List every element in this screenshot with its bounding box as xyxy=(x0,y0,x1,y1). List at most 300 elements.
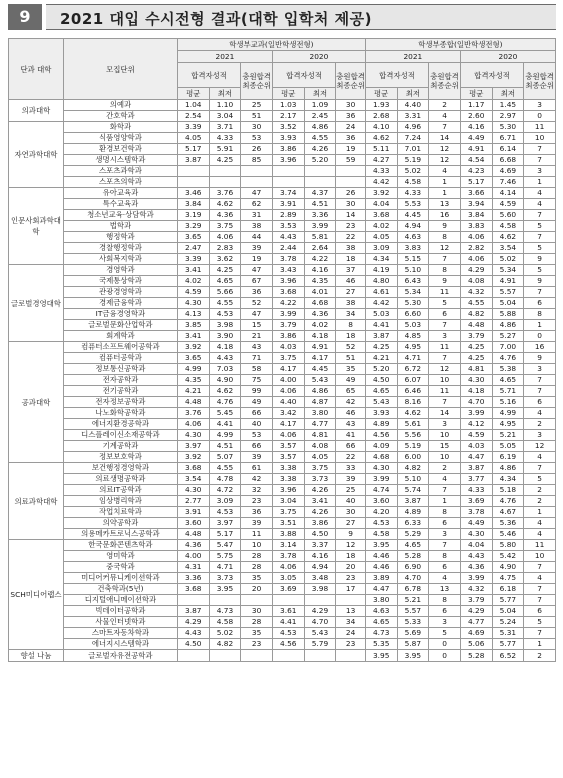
year-header-2020-a: 2020 xyxy=(272,51,365,63)
cell-min: 4.16 xyxy=(304,265,336,276)
cell-rank: 14 xyxy=(429,133,461,144)
cell-min: 5.60 xyxy=(492,210,524,221)
table-row xyxy=(9,584,556,595)
cell-rank: 11 xyxy=(429,287,461,298)
dept-name: 건축학과(5년) xyxy=(63,584,177,595)
dept-name: 경찰행정학과 xyxy=(63,243,177,254)
cell-rank: 24 xyxy=(336,628,366,639)
cell-avg: 4.05 xyxy=(365,232,397,243)
cell-avg: 3.96 xyxy=(272,485,304,496)
cell-min: 4.16 xyxy=(304,551,336,562)
cell-avg: 4.48 xyxy=(460,320,492,331)
cell-avg: 4.99 xyxy=(177,364,209,375)
cell-min: 3.04 xyxy=(209,111,241,122)
table-row xyxy=(9,496,556,507)
cell-avg xyxy=(272,177,304,188)
cell-min: 3.75 xyxy=(209,221,241,232)
table-row xyxy=(9,254,556,265)
cell-min: 1.45 xyxy=(492,100,524,111)
cell-rank: 66 xyxy=(241,441,273,452)
cell-avg: 4.00 xyxy=(272,375,304,386)
cell-min: 4.99 xyxy=(209,430,241,441)
cell-min: 4.95 xyxy=(397,342,429,353)
dept-name: 청소년교육·상담학과 xyxy=(63,210,177,221)
cell-avg: 4.30 xyxy=(460,375,492,386)
cell-rank xyxy=(336,595,366,606)
cell-rank: 17 xyxy=(336,584,366,595)
table-row xyxy=(9,628,556,639)
cell-min: 2.64 xyxy=(304,243,336,254)
cell-min: 5.33 xyxy=(397,617,429,628)
table-row xyxy=(9,111,556,122)
cell-avg: 3.91 xyxy=(177,507,209,518)
cell-avg: 3.54 xyxy=(177,474,209,485)
pass-grade-header: 합격자성적 xyxy=(460,63,523,88)
table-row xyxy=(9,287,556,298)
cell-min: 5.10 xyxy=(397,265,429,276)
cell-rank: 23 xyxy=(336,573,366,584)
cell-min: 6.90 xyxy=(397,562,429,573)
cell-avg: 3.84 xyxy=(177,199,209,210)
cell-min: 3.36 xyxy=(304,210,336,221)
pass-grade-header: 합격자성적 xyxy=(272,63,335,88)
cell-rank: 85 xyxy=(241,155,273,166)
dept-name: 에너지환경공학과 xyxy=(63,419,177,430)
dept-name: 스포츠과학과 xyxy=(63,166,177,177)
cell-min: 5.02 xyxy=(397,166,429,177)
cell-rank: 10 xyxy=(524,551,556,562)
cell-rank: 7 xyxy=(524,210,556,221)
cell-min: 4.33 xyxy=(209,133,241,144)
cell-avg: 3.65 xyxy=(177,353,209,364)
cell-rank: 53 xyxy=(241,133,273,144)
college-name: 자연과학대학 xyxy=(9,122,64,188)
cell-min: 5.19 xyxy=(397,441,429,452)
cell-avg xyxy=(177,166,209,177)
cell-rank: 7 xyxy=(524,584,556,595)
table-row xyxy=(9,617,556,628)
cell-min: 5.80 xyxy=(492,540,524,551)
cell-min: 5.31 xyxy=(492,628,524,639)
cell-min: 4.58 xyxy=(397,177,429,188)
cell-avg: 3.46 xyxy=(177,188,209,199)
table-row xyxy=(9,529,556,540)
cell-min: 4.22 xyxy=(304,254,336,265)
cell-rank: 6 xyxy=(429,518,461,529)
cell-avg: 3.99 xyxy=(460,408,492,419)
cell-min: 7.24 xyxy=(397,133,429,144)
page-title: 2021 대입 수시전형 결과(대학 입학처 제공) xyxy=(60,10,372,28)
cell-avg: 3.68 xyxy=(365,210,397,221)
table-row xyxy=(9,551,556,562)
table-row xyxy=(9,320,556,331)
cell-rank: 38 xyxy=(336,243,366,254)
cell-avg: 3.83 xyxy=(460,221,492,232)
cell-min: 5.36 xyxy=(492,518,524,529)
dept-name: 스마트자동차학과 xyxy=(63,628,177,639)
cell-rank: 47 xyxy=(241,265,273,276)
cell-min: 4.41 xyxy=(209,419,241,430)
year-header-2020-b: 2020 xyxy=(460,51,555,63)
cell-avg: 3.89 xyxy=(365,573,397,584)
cell-rank: 30 xyxy=(336,100,366,111)
cell-min: 3.73 xyxy=(304,474,336,485)
cell-rank: 42 xyxy=(336,397,366,408)
cell-rank: 16 xyxy=(429,210,461,221)
dept-name: 중국학과 xyxy=(63,562,177,573)
cell-min: 5.18 xyxy=(492,485,524,496)
cell-min: 4.76 xyxy=(492,496,524,507)
cell-min: 4.62 xyxy=(209,199,241,210)
cell-avg: 3.51 xyxy=(272,518,304,529)
cell-avg: 4.43 xyxy=(460,551,492,562)
cell-avg: 5.06 xyxy=(460,639,492,650)
cell-min: 6.00 xyxy=(397,452,429,463)
cell-rank: 27 xyxy=(336,518,366,529)
avg-header: 평균 xyxy=(460,88,492,100)
col-header-dept: 모집단위 xyxy=(63,39,177,100)
cell-rank: 25 xyxy=(336,485,366,496)
cell-rank: 4 xyxy=(524,529,556,540)
dept-name: 의약공학과 xyxy=(63,518,177,529)
cell-avg: 4.54 xyxy=(460,155,492,166)
cell-avg: 4.82 xyxy=(460,309,492,320)
cell-avg: 4.47 xyxy=(365,584,397,595)
cell-avg: 5.20 xyxy=(365,364,397,375)
table-row xyxy=(9,199,556,210)
cell-rank: 36 xyxy=(336,111,366,122)
cell-avg: 4.74 xyxy=(365,485,397,496)
cell-rank xyxy=(336,650,366,662)
cell-rank: 4 xyxy=(429,111,461,122)
cell-rank: 7 xyxy=(429,353,461,364)
cell-rank: 27 xyxy=(336,287,366,298)
cell-min: 7.46 xyxy=(492,177,524,188)
cell-avg: 4.06 xyxy=(272,430,304,441)
cell-rank: 5 xyxy=(524,474,556,485)
cell-min: 4.70 xyxy=(397,573,429,584)
cell-min: 4.58 xyxy=(209,617,241,628)
table-row xyxy=(9,188,556,199)
cell-rank: 49 xyxy=(241,397,273,408)
cell-rank: 4 xyxy=(524,199,556,210)
cell-rank: 5 xyxy=(524,243,556,254)
cell-rank: 38 xyxy=(241,221,273,232)
cell-rank: 66 xyxy=(241,408,273,419)
cell-rank: 0 xyxy=(429,650,461,662)
cell-rank: 7 xyxy=(429,485,461,496)
table-row xyxy=(9,507,556,518)
dept-name: 글로벌문화산업학과 xyxy=(63,320,177,331)
cell-avg: 3.84 xyxy=(460,210,492,221)
dept-name: 기계공학과 xyxy=(63,441,177,452)
cell-avg: 5.17 xyxy=(177,144,209,155)
cell-avg: 4.21 xyxy=(365,353,397,364)
cell-avg: 4.70 xyxy=(460,397,492,408)
cell-rank: 15 xyxy=(241,320,273,331)
cell-rank: 44 xyxy=(241,232,273,243)
cell-avg xyxy=(177,177,209,188)
cell-min: 3.95 xyxy=(397,650,429,662)
cell-avg: 5.17 xyxy=(460,177,492,188)
table-row xyxy=(9,573,556,584)
cell-avg: 5.28 xyxy=(460,650,492,662)
table-row xyxy=(9,540,556,551)
cell-avg: 3.92 xyxy=(177,452,209,463)
cell-rank: 7 xyxy=(429,320,461,331)
dept-name: 빅데이터공학과 xyxy=(63,606,177,617)
cell-min: 4.26 xyxy=(304,144,336,155)
cell-avg: 2.47 xyxy=(177,243,209,254)
college-name: 의료과학대학 xyxy=(9,463,64,540)
cell-rank xyxy=(241,650,273,662)
dept-name: 회계학과 xyxy=(63,331,177,342)
cell-min: 4.36 xyxy=(304,309,336,320)
cell-rank: 53 xyxy=(241,430,273,441)
cell-min: 4.37 xyxy=(304,188,336,199)
cell-min: 3.09 xyxy=(209,496,241,507)
cell-rank: 7 xyxy=(524,463,556,474)
cell-rank: 7 xyxy=(429,122,461,133)
cell-min: 4.06 xyxy=(209,232,241,243)
cell-min: 5.27 xyxy=(492,331,524,342)
cell-min: 4.35 xyxy=(304,276,336,287)
cell-min: 3.48 xyxy=(304,573,336,584)
cell-avg: 2.77 xyxy=(177,496,209,507)
cell-avg: 2.17 xyxy=(272,111,304,122)
cell-avg: 3.87 xyxy=(365,331,397,342)
table-row xyxy=(9,606,556,617)
table-row xyxy=(9,144,556,155)
cell-rank: 52 xyxy=(241,298,273,309)
cell-rank: 1 xyxy=(524,639,556,650)
cell-rank: 13 xyxy=(429,199,461,210)
cell-min: 5.38 xyxy=(492,364,524,375)
cell-min: 4.62 xyxy=(397,408,429,419)
cell-min: 4.76 xyxy=(209,397,241,408)
cell-min: 4.17 xyxy=(304,353,336,364)
cell-min: 4.90 xyxy=(209,375,241,386)
cell-rank: 34 xyxy=(336,617,366,628)
cell-rank: 1 xyxy=(524,507,556,518)
cell-rank: 2 xyxy=(429,463,461,474)
cell-min: 7.01 xyxy=(397,144,429,155)
table-row xyxy=(9,397,556,408)
cell-rank: 7 xyxy=(429,397,461,408)
cell-avg: 3.92 xyxy=(365,188,397,199)
cell-rank: 7 xyxy=(429,540,461,551)
cell-avg: 1.03 xyxy=(272,100,304,111)
cell-min: 5.29 xyxy=(397,529,429,540)
dept-name: 특수교육과 xyxy=(63,199,177,210)
cell-avg: 4.77 xyxy=(460,617,492,628)
cell-avg: 3.78 xyxy=(272,254,304,265)
cell-avg: 3.87 xyxy=(460,463,492,474)
cell-min: 3.54 xyxy=(492,243,524,254)
cell-avg: 3.87 xyxy=(177,155,209,166)
cell-rank: 4 xyxy=(524,518,556,529)
cell-min: 5.47 xyxy=(209,540,241,551)
cell-avg: 3.38 xyxy=(272,463,304,474)
cell-rank: 5 xyxy=(524,221,556,232)
cell-avg: 3.75 xyxy=(272,353,304,364)
cell-avg: 3.94 xyxy=(460,199,492,210)
cell-min: 5.42 xyxy=(492,551,524,562)
cell-avg: 4.19 xyxy=(365,265,397,276)
dept-name: 의료IT공학과 xyxy=(63,485,177,496)
cell-avg: 3.66 xyxy=(460,188,492,199)
cell-rank: 19 xyxy=(241,254,273,265)
cell-avg: 4.50 xyxy=(365,375,397,386)
cell-min: 5.77 xyxy=(492,595,524,606)
cell-min: 4.70 xyxy=(304,617,336,628)
cell-min: 4.86 xyxy=(492,320,524,331)
cell-min: 6.71 xyxy=(492,133,524,144)
cell-avg: 4.46 xyxy=(365,562,397,573)
table-row xyxy=(9,485,556,496)
cell-rank: 13 xyxy=(336,606,366,617)
cell-min: 5.43 xyxy=(304,375,336,386)
dept-name: IT금융경영학과 xyxy=(63,309,177,320)
cell-rank xyxy=(241,595,273,606)
cell-avg: 4.09 xyxy=(365,441,397,452)
cell-min: 6.19 xyxy=(492,452,524,463)
cell-rank: 7 xyxy=(524,375,556,386)
cell-rank: 36 xyxy=(241,507,273,518)
table-row xyxy=(9,562,556,573)
cell-rank: 62 xyxy=(241,199,273,210)
cell-avg: 3.14 xyxy=(272,540,304,551)
dept-name: 임상병리학과 xyxy=(63,496,177,507)
cell-min: 4.53 xyxy=(209,507,241,518)
cell-rank: 4 xyxy=(429,166,461,177)
dept-name: 정보통신공학과 xyxy=(63,364,177,375)
cell-min: 4.89 xyxy=(397,507,429,518)
cell-avg: 4.30 xyxy=(177,430,209,441)
college-name: SCH미디어랩스 xyxy=(9,540,64,650)
cell-min: 3.98 xyxy=(209,320,241,331)
table-row xyxy=(9,474,556,485)
dept-name: 행정학과 xyxy=(63,232,177,243)
cell-min: 3.86 xyxy=(304,518,336,529)
dept-name: 경영학과 xyxy=(63,265,177,276)
cell-avg: 4.43 xyxy=(177,628,209,639)
cell-avg: 3.99 xyxy=(460,573,492,584)
table-row xyxy=(9,386,556,397)
cell-rank: 18 xyxy=(336,331,366,342)
cell-min: 6.43 xyxy=(397,276,429,287)
cell-avg: 2.82 xyxy=(460,243,492,254)
cell-min: 5.61 xyxy=(397,419,429,430)
cell-min: 4.78 xyxy=(209,474,241,485)
dept-name: 환경보건학과 xyxy=(63,144,177,155)
min-header: 최저 xyxy=(209,88,241,100)
cell-rank: 32 xyxy=(241,485,273,496)
cell-rank: 6 xyxy=(524,606,556,617)
cell-min: 5.34 xyxy=(492,265,524,276)
cell-min: 5.81 xyxy=(304,232,336,243)
cell-min: 4.75 xyxy=(492,573,524,584)
cell-avg: 4.55 xyxy=(460,298,492,309)
cell-min: 5.69 xyxy=(397,628,429,639)
cell-avg: 4.33 xyxy=(365,166,397,177)
cell-avg: 3.29 xyxy=(177,221,209,232)
cell-rank: 23 xyxy=(336,221,366,232)
cell-rank: 7 xyxy=(524,562,556,573)
cell-rank: 1 xyxy=(524,320,556,331)
cell-avg: 4.36 xyxy=(177,540,209,551)
table-row xyxy=(9,331,556,342)
cell-rank: 35 xyxy=(336,364,366,375)
cell-avg: 3.39 xyxy=(177,254,209,265)
cell-min: 4.29 xyxy=(304,606,336,617)
cell-avg: 3.39 xyxy=(177,122,209,133)
cell-rank: 6 xyxy=(524,397,556,408)
cell-avg: 5.11 xyxy=(365,144,397,155)
table-row xyxy=(9,408,556,419)
cell-min: 5.21 xyxy=(397,595,429,606)
cell-rank: 30 xyxy=(241,606,273,617)
cell-rank: 9 xyxy=(524,276,556,287)
cell-rank: 5 xyxy=(524,617,556,628)
cell-min: 5.03 xyxy=(397,320,429,331)
cell-rank: 20 xyxy=(336,562,366,573)
cell-rank: 3 xyxy=(429,419,461,430)
cell-avg: 4.30 xyxy=(177,298,209,309)
table-row xyxy=(9,298,556,309)
col-header-college: 단과 대학 xyxy=(9,39,64,100)
cell-min: 5.04 xyxy=(492,298,524,309)
dept-name: 나노화학공학과 xyxy=(63,408,177,419)
cell-min: 5.45 xyxy=(209,408,241,419)
cell-avg: 4.08 xyxy=(460,276,492,287)
cell-min: 4.34 xyxy=(492,474,524,485)
cell-rank: 2 xyxy=(429,100,461,111)
cell-avg: 3.41 xyxy=(177,265,209,276)
dept-name: 식품영양학과 xyxy=(63,133,177,144)
avg-header: 평균 xyxy=(365,88,397,100)
cell-avg: 4.56 xyxy=(365,430,397,441)
cell-avg: 4.65 xyxy=(365,386,397,397)
cell-avg: 4.40 xyxy=(272,397,304,408)
cell-avg: 4.65 xyxy=(365,617,397,628)
cell-min: 3.83 xyxy=(397,243,429,254)
cell-rank: 39 xyxy=(241,452,273,463)
cell-rank: 22 xyxy=(336,232,366,243)
cell-min: 3.90 xyxy=(209,331,241,342)
cell-avg: 3.53 xyxy=(272,221,304,232)
cell-avg: 5.35 xyxy=(365,639,397,650)
cell-rank: 47 xyxy=(241,309,273,320)
cell-avg: 3.69 xyxy=(460,496,492,507)
cell-rank: 9 xyxy=(524,254,556,265)
cell-avg: 4.17 xyxy=(272,419,304,430)
cell-avg: 4.29 xyxy=(460,606,492,617)
cell-avg: 4.21 xyxy=(177,386,209,397)
cell-avg: 4.53 xyxy=(365,518,397,529)
cell-avg: 4.35 xyxy=(177,375,209,386)
cell-rank: 10 xyxy=(429,452,461,463)
cell-min: 5.16 xyxy=(492,397,524,408)
dept-name: 한국문화콘텐츠학과 xyxy=(63,540,177,551)
cell-rank: 43 xyxy=(241,342,273,353)
cell-min: 4.05 xyxy=(304,452,336,463)
avg-header: 평균 xyxy=(177,88,209,100)
cell-avg: 4.32 xyxy=(460,287,492,298)
cell-min: 5.77 xyxy=(492,639,524,650)
cell-rank: 7 xyxy=(524,287,556,298)
cell-avg: 4.62 xyxy=(365,133,397,144)
